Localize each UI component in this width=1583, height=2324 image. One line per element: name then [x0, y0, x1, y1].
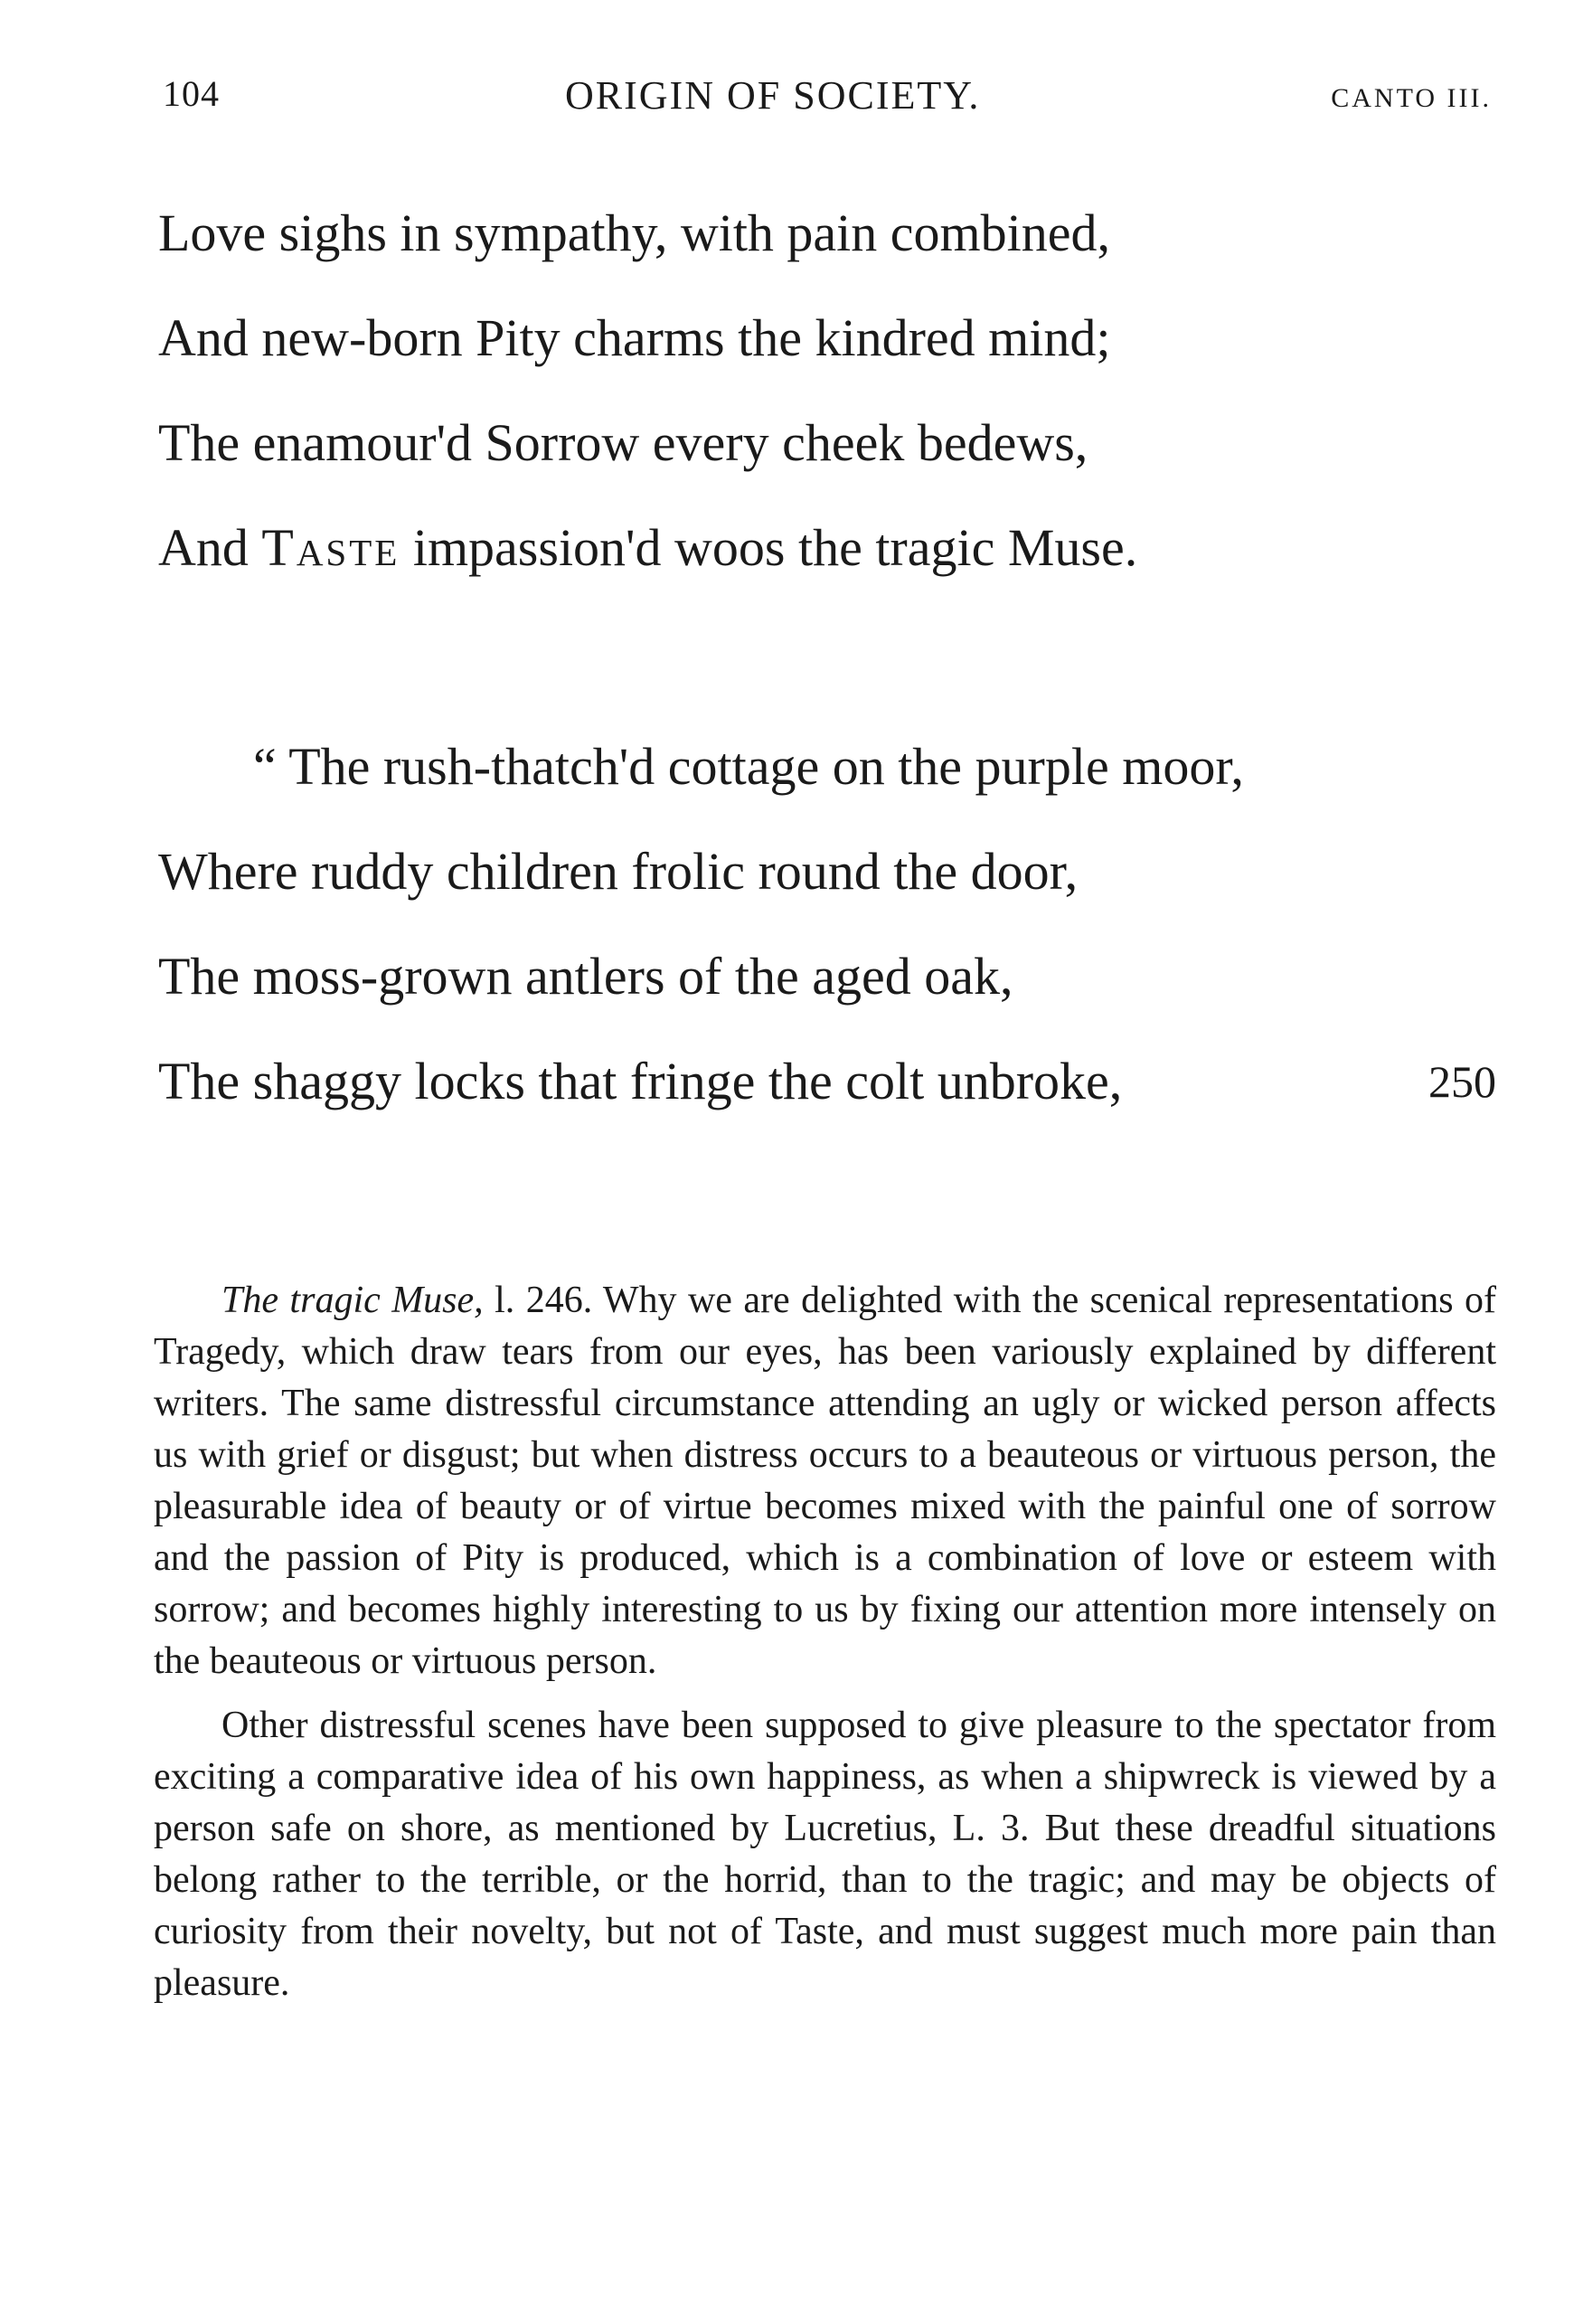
stanza-2 [158, 714, 1496, 1134]
verse-line: “ The rush-thatch'd cottage on the purple moor, [253, 737, 1244, 796]
running-header [163, 72, 1492, 127]
verse-line [158, 1029, 1496, 1134]
page-number: 104 [163, 73, 220, 114]
verse-line [158, 496, 1496, 600]
footnote-paragraph-2: Other distressful scenes have been supposed to give pleasure to the spectator from exciting a comparative idea of his own happiness, as when a shipwreck is viewed by a person safe on shore, as mentioned by Lucretius, L. 3. But these dreadful situations belong rather to the terrible, or the horrid, than to the tragic; and may be objects of curiosity from their novelty, but not of Taste, and must suggest much more pain than pleasure. [154, 1705, 1496, 2004]
verse-text: The shaggy locks that fringe the colt unbroke, [158, 1052, 1123, 1110]
running-title: ORIGIN OF SOCIETY. [565, 73, 981, 118]
verse-line: The moss-grown antlers of the aged oak, [158, 947, 1013, 1006]
footnote-text: l. 246. Why we are delighted with the scenical representations of Tragedy, which draw tears from our eyes, has been variously explained by different writers. The same distressful circumstance attending an ugly or wicked person affects us with grief or disgust; but when distress occurs to a beauteous or virtuous person, the pleasurable idea of beauty or of virtue becomes mixed with the painful one of sorrow and the passion of Pity is produced, which is a combination of love or esteem with sorrow; and becomes highly interesting to us by fixing our attention more intensely on the beauteous or virtuous person. [154, 1280, 1496, 1682]
verse-line: And new-born Pity charms the kindred mind; [158, 308, 1111, 367]
verse-text: And [158, 518, 262, 577]
canto-label: CANTO III. [1331, 83, 1492, 113]
verse-line: Love sighs in sympathy, with pain combined, [158, 203, 1111, 262]
line-number: 250 [1428, 1056, 1496, 1107]
verse-line: Where ruddy children frolic round the door, [158, 842, 1079, 901]
footnote-paragraph-1 [154, 1275, 1496, 1687]
stanza-1 [158, 181, 1496, 600]
verse-line: The enamour'd Sorrow every cheek bedews, [158, 413, 1088, 472]
taste-small-caps: Taste [261, 518, 400, 577]
footnote [154, 1275, 1496, 2022]
footnote-reference: The tragic Muse, [221, 1280, 484, 1321]
verse-text: impassion'd woos the tragic Muse. [400, 518, 1138, 577]
